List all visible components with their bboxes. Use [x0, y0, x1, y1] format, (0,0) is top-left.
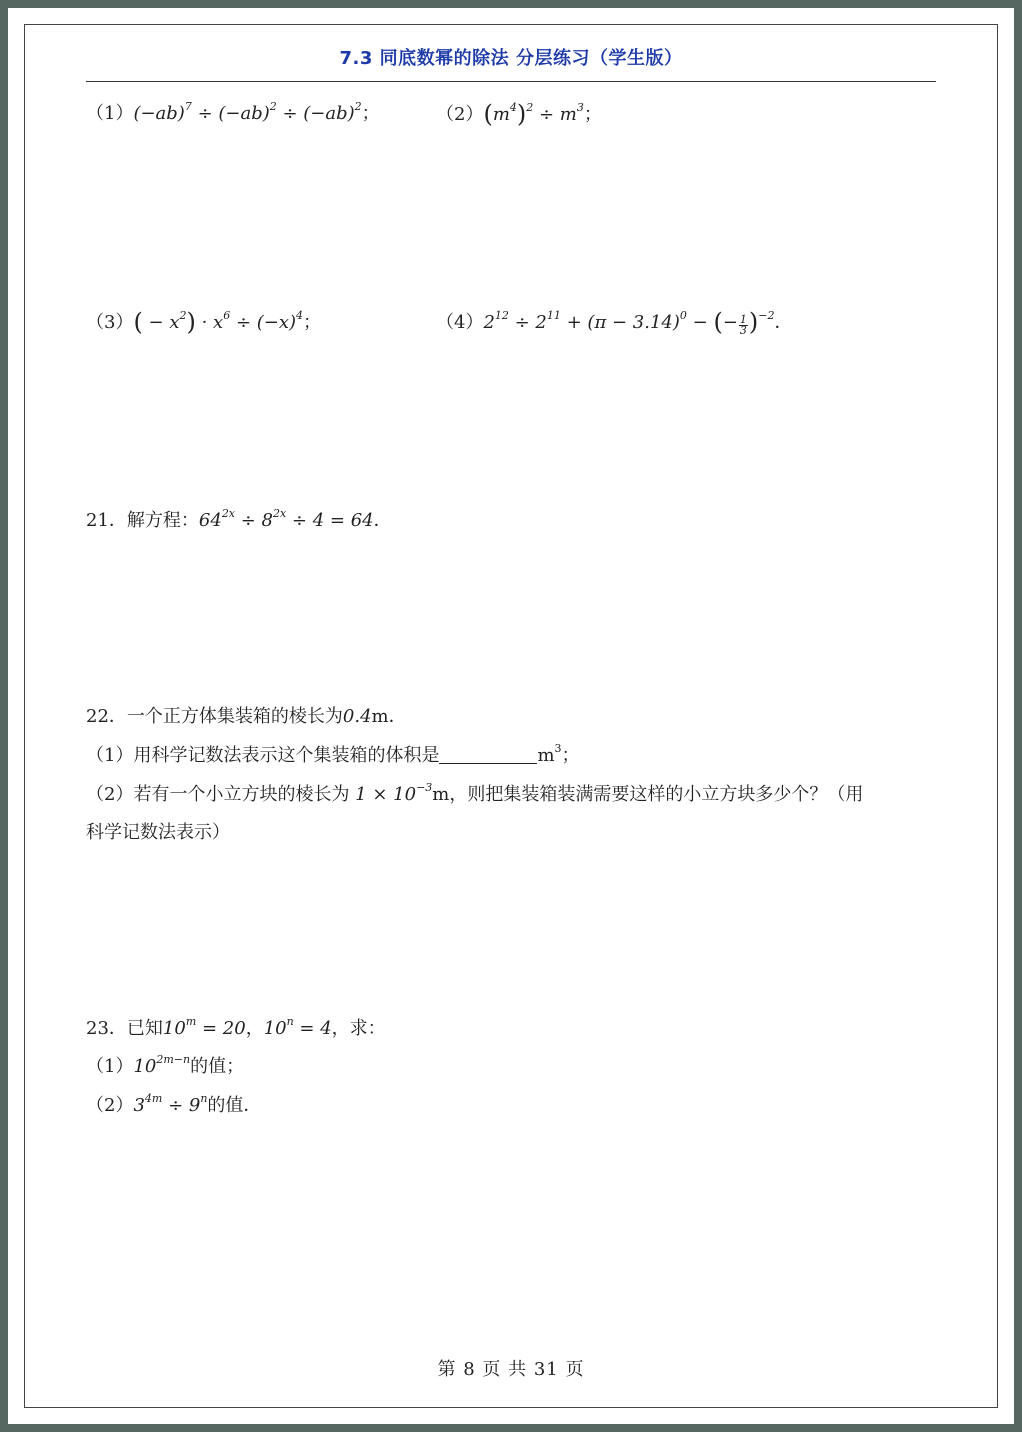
q22-part2 [86, 782, 863, 808]
q23-part2-expr: $3^{4m} \div 9^n$ [133, 1092, 208, 1116]
q23-given-1: $10^m = 20$ [162, 1015, 246, 1039]
q20-part1: $(1)(-ab)^7 \div (-ab)^2 \div (-ab)^2$； [86, 100, 380, 124]
q22-part2-suffix: m，则把集装箱装满需要这样的小立方块多少个？（用 [432, 784, 864, 805]
q20-part3: $(3)( - x^2) \cdot x^6 \div (-x)^4$； [86, 308, 322, 336]
q21: 21．解方程：$64^{2x} \div 8^{2x} \div 4 = 64$． [86, 507, 392, 531]
q22-stem [86, 704, 407, 730]
q22-stem-unit: m． [371, 706, 407, 727]
header-divider [86, 81, 936, 82]
q23-tail: ，求： [331, 1018, 386, 1039]
q20-part2: $(2)(m^4)^2 \div m^3$； [436, 100, 602, 128]
q22-part1-text: （1）用科学记数法表示这个集装箱的体积是 [86, 745, 440, 766]
q20-part1-expr: $(-ab)^7 \div (-ab)^2 \div (-ab)^2$ [133, 100, 362, 124]
q22-part2-continued: 科学记数法表示） [86, 822, 230, 843]
q23-part2-tail: 的值． [207, 1095, 262, 1116]
q20-part2-expr: $(m^4)^2 \div m^3$ [483, 100, 584, 128]
q20-part4: $(4)2^{12} \div 2^{11} + (\pi - 3.14)^0$ − (− $\frac{1}{3}$ )$^{-2}$． [436, 308, 793, 337]
q22-stem-text: 22．一个正方体集装箱的棱长为 [86, 706, 343, 727]
q22-stem-value: 0.4 [342, 706, 372, 727]
q20-part3-expr: ( − $x^2) \cdot x^6 \div (-x)^4$ [133, 308, 304, 336]
q23-label: 23．已知 [86, 1018, 163, 1039]
q23-part1-expr: $10^{2m-n}$ [133, 1053, 191, 1077]
q21-equation: $64^{2x} \div 8^{2x} \div 4 = 64$ [198, 507, 374, 531]
q22-part1: （1）用科学记数法表示这个集装箱的体积是 $m^3$； [86, 742, 580, 766]
q20-part1-label: （1） [86, 103, 134, 124]
page-title: 7.3 同底数幂的除法 分层练习（学生版） [339, 48, 683, 69]
q23-part1 [86, 1054, 244, 1080]
q22-part1-unit: m [537, 745, 555, 766]
page-footer: 第 8 页 共 31 页 [437, 1359, 585, 1380]
q23-part1-tail: 的值； [190, 1056, 245, 1077]
q23-given-2: $10^n = 4$ [263, 1015, 332, 1039]
answer-blank[interactable] [439, 745, 537, 764]
q20-part3-label: （3） [86, 312, 134, 333]
q20-part2-label: （2） [436, 104, 484, 125]
q23-part1-label: （1） [86, 1056, 134, 1077]
q21-label: 21．解方程： [86, 510, 199, 531]
q23-part2-label: （2） [86, 1095, 134, 1116]
page [8, 8, 1014, 1424]
q22-part2-prefix: （2）若有一个小立方块的棱长为 [86, 784, 350, 805]
q22-part2-expr: $1 \times 10^{-3}$ [349, 781, 433, 805]
q20-part4-label: （4） [436, 312, 484, 333]
q23-part2 [86, 1093, 261, 1119]
q23-separator: ， [245, 1018, 264, 1039]
q20-part4-expr: $2^{12} \div 2^{11} + (\pi - 3.14)^0$ − (− $\frac{1}{3}$ )$^{-2}$ [483, 308, 775, 337]
q23-stem [86, 1016, 386, 1042]
